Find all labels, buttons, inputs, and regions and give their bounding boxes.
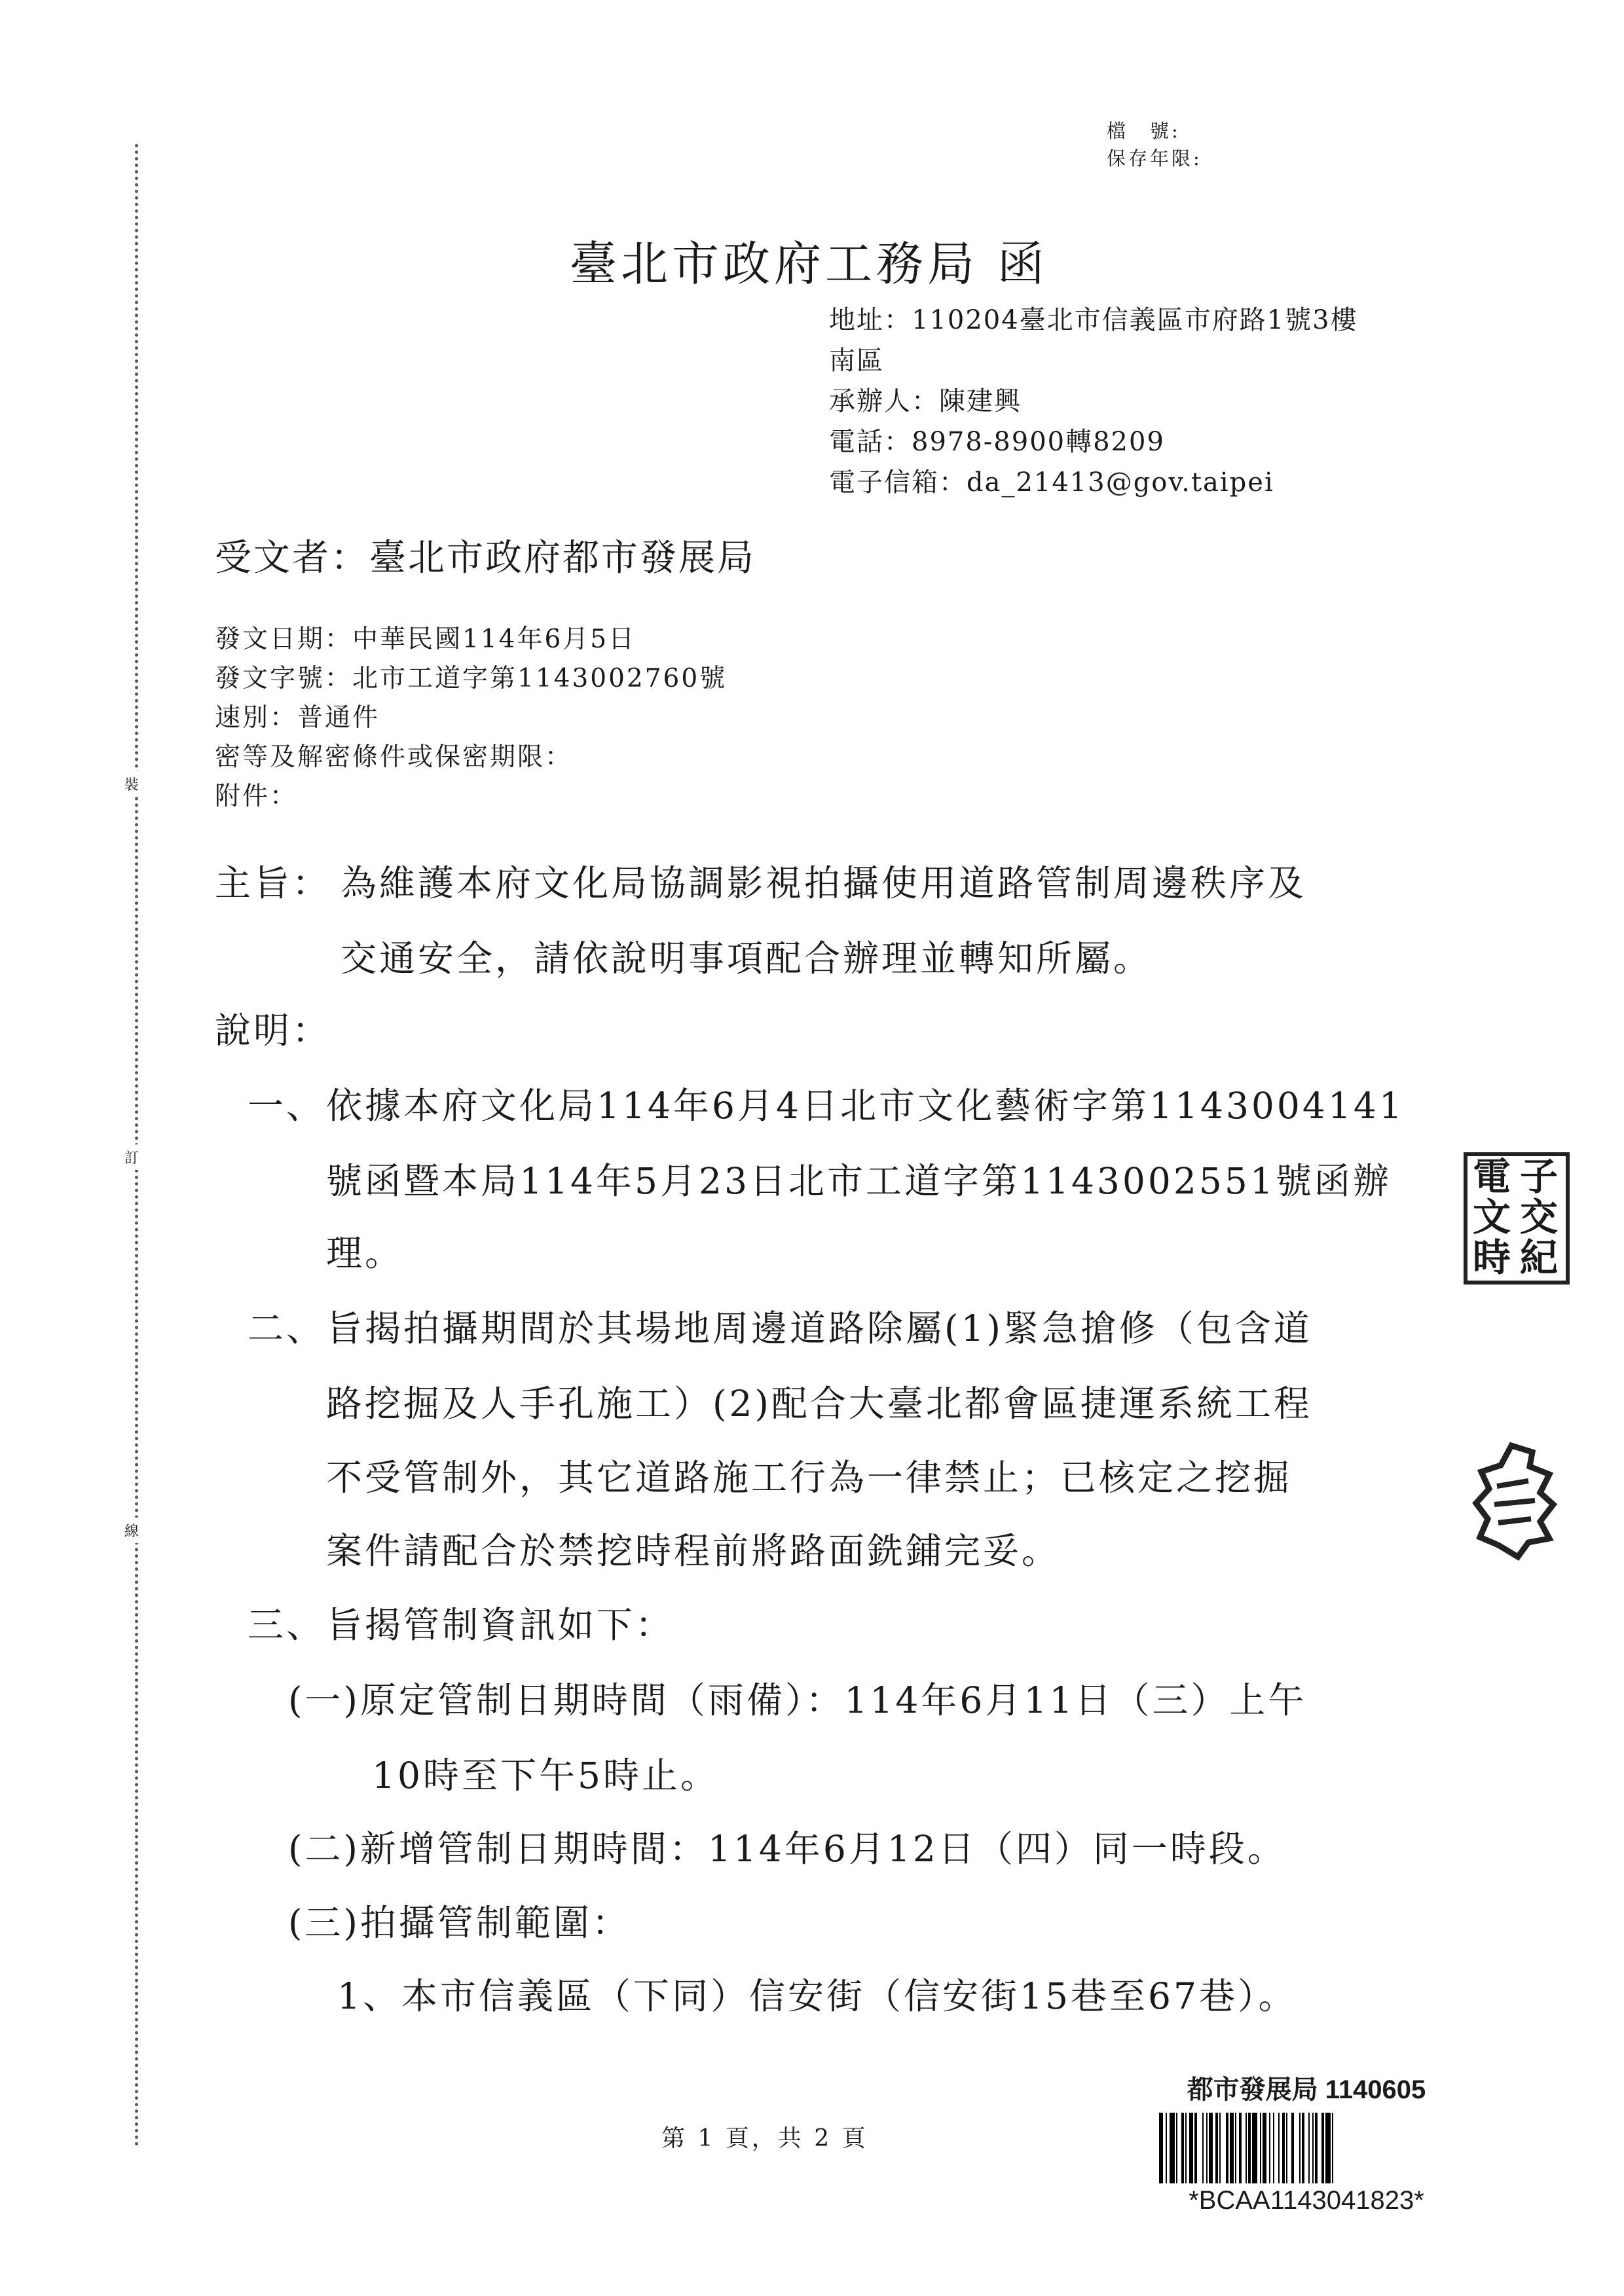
binding-mark-bind: 裝 bbox=[124, 771, 139, 797]
security-level: 密等及解密條件或保密期限： bbox=[215, 742, 573, 772]
sub-item-3-point-1: 1、本市信義區（下同）信安街（信安街15巷至67巷）。 bbox=[337, 1975, 1297, 2017]
item-2-line: 路挖掘及人手孔施工）(2)配合大臺北都會區捷運系統工程 bbox=[326, 1383, 1312, 1425]
document-title: 臺北市政府工務局 函 bbox=[570, 236, 1048, 291]
page-number: 第 1 頁，共 2 頁 bbox=[661, 2125, 868, 2152]
sub-item-1: (一)原定管制日期時間（雨備）：114年6月11日（三）上午 bbox=[288, 1679, 1307, 1721]
item-marker: 二、 bbox=[248, 1307, 325, 1349]
item-1-line: 依據本府文化局114年6月4日北市文化藝術字第1143004141 bbox=[326, 1085, 1405, 1127]
item-1-line: 號函暨本局114年5月23日北市工道字第1143002551號函辦 bbox=[326, 1160, 1392, 1202]
recipient: 受文者：臺北市政府都市發展局 bbox=[215, 537, 756, 579]
item-2-line: 不受管制外，其它道路施工行為一律禁止；已核定之挖掘 bbox=[326, 1457, 1293, 1499]
stamp-char: 電 bbox=[1473, 1154, 1511, 1199]
sender-address-cont: 南區 bbox=[829, 346, 884, 376]
stamp-char: 子 bbox=[1520, 1154, 1559, 1199]
item-marker: 一、 bbox=[248, 1085, 325, 1127]
file-number-label: 檔 號: bbox=[1107, 120, 1181, 142]
seal-mark-icon bbox=[1472, 1440, 1557, 1561]
contact-phone: 電話：8978-8900轉8209 bbox=[829, 427, 1165, 457]
electronic-exchange-stamp bbox=[1464, 1152, 1570, 1285]
subject-label: 主旨： bbox=[215, 862, 331, 904]
barcode-icon bbox=[1159, 2113, 1454, 2183]
explanation-label: 說明： bbox=[215, 1010, 331, 1051]
subject-line: 為維護本府文化局協調影視拍攝使用道路管制周邊秩序及 bbox=[341, 862, 1307, 904]
stamp-char: 紀 bbox=[1520, 1235, 1559, 1280]
item-2-line: 案件請配合於禁挖時程前將路面銑鋪完妥。 bbox=[326, 1530, 1061, 1572]
receipt-stamp bbox=[1159, 2069, 1454, 2215]
sender-address: 地址：110204臺北市信義區市府路1號3樓 bbox=[829, 305, 1358, 335]
retention-period-label: 保存年限: bbox=[1107, 147, 1202, 170]
stamp-char: 時 bbox=[1473, 1235, 1511, 1280]
barcode-number: *BCAA1143041823* bbox=[1189, 2186, 1424, 2215]
item-2-line: 旨揭拍攝期間於其場地周邊道路除屬(1)緊急搶修（包含道 bbox=[326, 1307, 1312, 1349]
sub-item-3: (三)拍攝管制範圍： bbox=[288, 1902, 631, 1944]
sub-item-2: (二)新增管制日期時間：114年6月12日（四）同一時段。 bbox=[288, 1828, 1286, 1870]
item-3-line: 旨揭管制資訊如下： bbox=[326, 1604, 674, 1646]
attachments: 附件： bbox=[215, 782, 298, 811]
binding-mark-staple: 訂 bbox=[124, 1144, 139, 1170]
document-number: 發文字號：北市工道字第1143002760號 bbox=[215, 664, 728, 693]
receipt-header: 都市發展局 1140605 bbox=[1187, 2075, 1426, 2104]
issue-date: 發文日期：中華民國114年6月5日 bbox=[215, 625, 637, 654]
contact-email: 電子信箱：da_21413@gov.taipei bbox=[829, 467, 1274, 498]
delivery-priority: 速別：普通件 bbox=[215, 703, 380, 733]
item-marker: 三、 bbox=[248, 1604, 325, 1646]
sub-item-1-cont: 10時至下午5時止。 bbox=[372, 1755, 719, 1796]
item-1-line: 理。 bbox=[326, 1232, 404, 1274]
subject-line: 交通安全，請依說明事項配合辦理並轉知所屬。 bbox=[341, 938, 1153, 979]
case-officer: 承辦人：陳建興 bbox=[829, 386, 1022, 416]
stamp-char: 文 bbox=[1473, 1195, 1511, 1239]
stamp-char: 交 bbox=[1520, 1195, 1559, 1239]
binding-mark-line: 線 bbox=[124, 1518, 139, 1543]
